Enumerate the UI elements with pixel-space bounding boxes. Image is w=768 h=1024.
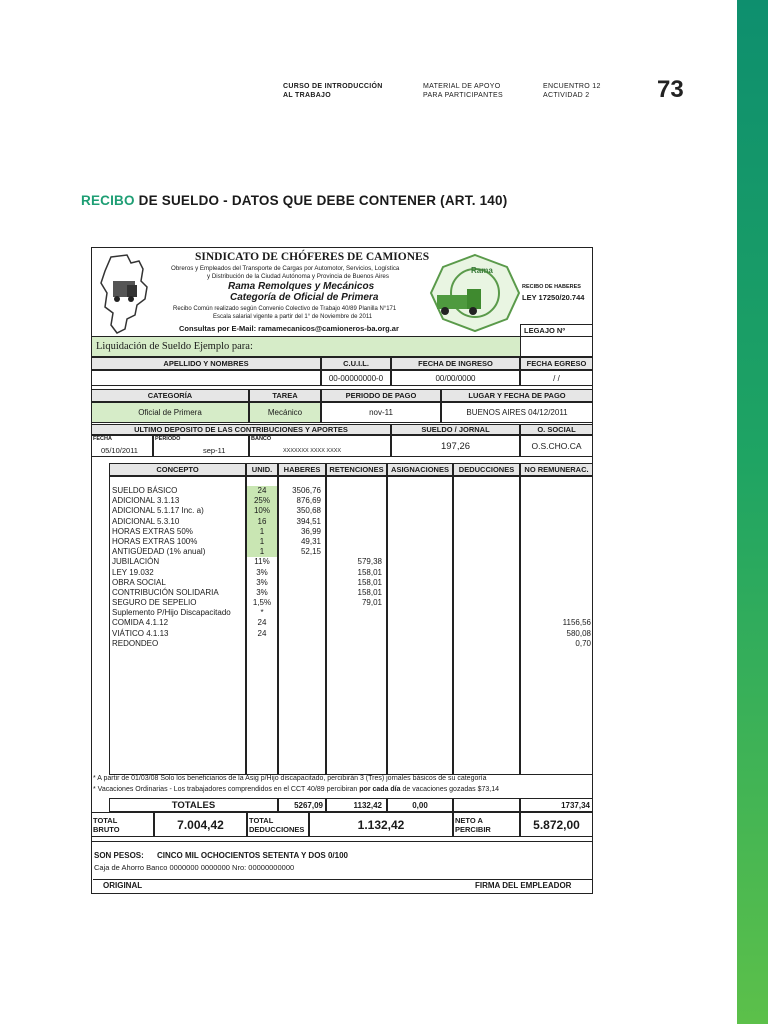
title-accent: RECIBO bbox=[81, 193, 135, 208]
signature-line bbox=[93, 879, 593, 880]
son-pesos-value: CINCO MIL OCHOCIENTOS SETENTA Y DOS 0/100 bbox=[157, 851, 349, 860]
list-item bbox=[279, 578, 321, 588]
original-label: ORIGINAL bbox=[103, 881, 143, 890]
total-bruto-value: 7.004,42 bbox=[154, 812, 247, 837]
caja-ahorro: Caja de Ahorro Banco 0000000 0000000 Nro: 00000000000 bbox=[94, 863, 295, 872]
col-deducciones: DEDUCCIONES bbox=[453, 463, 520, 476]
list-item bbox=[279, 618, 321, 628]
list-item: 394,51 bbox=[296, 516, 321, 526]
list-item: 3% bbox=[256, 587, 268, 597]
col-haberes: HABERES bbox=[278, 463, 326, 476]
list-item: SEGURO DE SEPELIO bbox=[112, 598, 197, 608]
material-label: MATERIAL DE APOYO PARA PARTICIPANTES bbox=[423, 83, 503, 99]
logo-text: Rama bbox=[471, 266, 493, 275]
list-item: 158,01 bbox=[357, 587, 382, 597]
list-item: 11% bbox=[254, 557, 270, 567]
note-vacaciones bbox=[93, 786, 499, 793]
lugar-fecha-value: BUENOS AIRES 04/12/2011 bbox=[441, 402, 593, 423]
list-item: 79,01 bbox=[361, 598, 382, 608]
list-item: 3% bbox=[256, 577, 268, 587]
col-concepto: CONCEPTO bbox=[109, 463, 246, 476]
liquidacion-title: Liquidación de Sueldo Ejemplo para: bbox=[96, 341, 253, 352]
note-vacaciones-a: * Vacaciones Ordinarias - Los trabajadores comprendidos en el CCT 40/89 percibiran bbox=[93, 786, 360, 793]
total-bruto-label: TOTAL BRUTO bbox=[93, 816, 120, 834]
periodo-pago-value: nov-11 bbox=[321, 402, 441, 423]
categoria-value: Oficial de Primera bbox=[91, 402, 249, 423]
agreement-line-1: Recibo Común realizado según Convenio Colectivo de Trabajo 40/89 Planilla N°171 bbox=[173, 306, 397, 312]
list-item: 1,5% bbox=[252, 598, 272, 608]
list-item: ADICIONAL 5.1.17 Inc. a) bbox=[112, 506, 204, 516]
sueldo-jornal-value: 197,26 bbox=[391, 435, 520, 457]
list-item bbox=[331, 506, 382, 516]
total-retenciones: 1132,42 bbox=[326, 798, 387, 812]
category-title: Categoría de Oficial de Primera bbox=[230, 292, 379, 303]
list-item: ANTIGÜEDAD (1% anual) bbox=[112, 547, 206, 557]
total-asignaciones: 0,00 bbox=[387, 798, 453, 812]
retenciones-list bbox=[331, 486, 382, 649]
note-vacaciones-c: de vacaciones gozadas $73,14 bbox=[400, 786, 499, 793]
firma-empleador-label: FIRMA DEL EMPLEADOR bbox=[475, 881, 572, 890]
total-deducciones-label: TOTAL DEDUCCIONES bbox=[249, 816, 305, 834]
list-item bbox=[531, 588, 591, 598]
header-apellido: APELLIDO Y NOMBRES bbox=[91, 357, 321, 370]
son-pesos-label: SON PESOS: bbox=[94, 851, 144, 860]
legajo-value bbox=[520, 336, 593, 357]
section-title bbox=[81, 193, 507, 208]
header-fecha-ingreso: FECHA DE INGRESO bbox=[391, 357, 520, 370]
list-item: 3% bbox=[256, 567, 268, 577]
list-item: 1 bbox=[247, 537, 277, 547]
list-item: JUBILACIÓN bbox=[112, 557, 160, 567]
col-unidad: UNID. bbox=[246, 463, 278, 476]
concept-list bbox=[112, 486, 231, 649]
total-haberes: 5267,09 bbox=[278, 798, 326, 812]
page-number: 73 bbox=[657, 76, 684, 103]
list-item: ADICIONAL 3.1.13 bbox=[112, 496, 180, 506]
list-item: HORAS EXTRAS 50% bbox=[112, 526, 193, 536]
list-item: 579,38 bbox=[357, 557, 382, 567]
list-item: 24 bbox=[247, 486, 277, 496]
title-rest: DE SUELDO - DATOS QUE DEBE CONTENER (ART. 140) bbox=[134, 193, 508, 208]
dep-periodo-value: sep-11 bbox=[203, 446, 226, 455]
list-item: REDONDEO bbox=[112, 638, 159, 648]
list-item: 1 bbox=[247, 527, 277, 537]
header-obra-social: O. SOCIAL bbox=[520, 424, 593, 435]
list-item bbox=[531, 578, 591, 588]
agreement-line-2: Escala salarial vigente a partir del 1° de Noviembre de 2011 bbox=[213, 314, 373, 320]
col-no-remunerativo: NO REMUNERAC. bbox=[520, 463, 593, 476]
truck-logo-icon bbox=[427, 253, 523, 333]
list-item bbox=[531, 486, 591, 496]
list-item: Suplemento P/Hijo Discapacitado bbox=[112, 608, 231, 618]
list-item: * bbox=[260, 608, 264, 618]
receipt-type-label: RECIBO DE HABERES bbox=[522, 284, 581, 290]
list-item: 1 bbox=[247, 547, 277, 557]
list-item: 10% bbox=[247, 506, 277, 516]
list-item bbox=[331, 629, 382, 639]
total-deducciones-value: 1.132,42 bbox=[309, 812, 453, 837]
header-cuil: C.U.I.L. bbox=[321, 357, 391, 370]
list-item bbox=[331, 496, 382, 506]
header-categoria: CATEGORÍA bbox=[91, 389, 249, 402]
province-map-icon bbox=[97, 253, 153, 335]
body-col-deducciones bbox=[453, 476, 520, 775]
header-tarea: TAREA bbox=[249, 389, 321, 402]
list-item bbox=[531, 557, 591, 567]
list-item: 52,15 bbox=[300, 547, 321, 557]
list-item: 25% bbox=[247, 496, 277, 506]
list-item bbox=[331, 537, 382, 547]
list-item: HORAS EXTRAS 100% bbox=[112, 536, 198, 546]
list-item bbox=[331, 517, 382, 527]
list-item bbox=[279, 608, 321, 618]
list-item bbox=[531, 506, 591, 516]
law-reference: LEY 17250/20.744 bbox=[522, 293, 585, 302]
legajo-label: LEGAJO Nº bbox=[520, 324, 593, 337]
obra-social-value: O.S.CHO.CA bbox=[520, 435, 593, 457]
course-label: CURSO DE INTRODUCCIÓN AL TRABAJO bbox=[283, 83, 383, 99]
list-item: 24 bbox=[257, 628, 267, 638]
fecha-ingreso-value: 00/00/0000 bbox=[391, 370, 520, 386]
list-item: CONTRIBUCIÓN SOLIDARIA bbox=[112, 587, 219, 597]
list-item bbox=[279, 557, 321, 567]
list-item bbox=[279, 568, 321, 578]
union-name: SINDICATO DE CHÓFERES DE CAMIONES bbox=[195, 251, 430, 263]
list-item: 36,99 bbox=[300, 526, 321, 536]
header-ultimo-deposito: ULTIMO DEPOSITO DE LAS CONTRIBUCIONES Y APORTES bbox=[91, 424, 391, 435]
total-no-remunerativo: 1737,34 bbox=[520, 798, 593, 812]
header-periodo-pago: PERIODO DE PAGO bbox=[321, 389, 441, 402]
list-item: 24 bbox=[257, 618, 267, 628]
list-item: 49,31 bbox=[300, 536, 321, 546]
total-deducciones-col bbox=[453, 798, 520, 812]
list-item: 350,68 bbox=[296, 506, 321, 516]
list-item bbox=[531, 517, 591, 527]
list-item: 876,69 bbox=[296, 496, 321, 506]
fecha-egreso-value: / / bbox=[520, 370, 593, 386]
list-item: 16 bbox=[247, 517, 277, 527]
list-item: LEY 19.032 bbox=[112, 567, 154, 577]
union-subtitle-1: Obreros y Empleados del Transporte de Cargas por Automotor, Servicios, Logística bbox=[171, 265, 400, 272]
units-list bbox=[247, 486, 277, 649]
dep-banco-value: XXXXXXX XXXX XXXX bbox=[283, 448, 342, 454]
list-item: 1156,56 bbox=[562, 618, 591, 628]
list-item bbox=[331, 618, 382, 628]
list-item: 158,01 bbox=[357, 567, 382, 577]
employee-name-value bbox=[91, 370, 321, 386]
body-col-asignaciones bbox=[387, 476, 453, 775]
note-discapacidad: * A partir de 01/03/08 Solo los beneficiarios de la Asig p/Hijo discapacitado, percibirán 3 (Tres) jornales básicos de su categoría bbox=[93, 775, 487, 782]
list-item bbox=[531, 568, 591, 578]
list-item: OBRA SOCIAL bbox=[112, 577, 166, 587]
list-item: 0,70 bbox=[575, 638, 591, 648]
list-item: 580,08 bbox=[566, 628, 591, 638]
tarea-value: Mecánico bbox=[249, 402, 321, 423]
col-asignaciones: ASIGNACIONES bbox=[387, 463, 453, 476]
branch-name: Rama Remolques y Mecánicos bbox=[228, 281, 375, 292]
list-item: SUELDO BÁSICO bbox=[112, 486, 178, 495]
dep-banco-label: BANCO bbox=[251, 436, 272, 442]
header-sueldo-jornal: SUELDO / JORNAL bbox=[391, 424, 520, 435]
totales-label: TOTALES bbox=[109, 798, 278, 812]
neto-value: 5.872,00 bbox=[520, 812, 593, 837]
neto-label: NETO A PERCIBIR bbox=[455, 816, 491, 834]
dep-periodo-label: PERIODO bbox=[155, 436, 181, 442]
list-item: VIÁTICO 4.1.13 bbox=[112, 628, 169, 638]
list-item bbox=[331, 547, 382, 557]
list-item bbox=[531, 547, 591, 557]
side-color-bar bbox=[737, 0, 768, 1024]
col-retenciones: RETENCIONES bbox=[326, 463, 387, 476]
header-lugar-fecha: LUGAR Y FECHA DE PAGO bbox=[441, 389, 593, 402]
list-item bbox=[279, 598, 321, 608]
list-item: 3506,76 bbox=[292, 486, 321, 495]
list-item: COMIDA 4.1.12 bbox=[112, 618, 169, 628]
list-item bbox=[331, 608, 382, 618]
list-item bbox=[531, 608, 591, 618]
list-item bbox=[531, 496, 591, 506]
list-item bbox=[279, 629, 321, 639]
list-item bbox=[331, 486, 382, 496]
list-item: ADICIONAL 5.3.10 bbox=[112, 516, 180, 526]
list-item bbox=[331, 527, 382, 537]
list-item bbox=[331, 639, 382, 649]
list-item bbox=[279, 588, 321, 598]
encounter-label: ENCUENTRO 12 ACTIVIDAD 2 bbox=[543, 83, 601, 99]
union-subtitle-2: y Distribución de la Ciudad Autónoma y Provincia de Buenos Aires bbox=[207, 273, 389, 280]
dep-fecha-label: FECHA bbox=[93, 436, 112, 442]
cuil-value: 00-00000000-0 bbox=[321, 370, 391, 386]
list-item bbox=[247, 639, 277, 649]
header-fecha-egreso: FECHA EGRESO bbox=[520, 357, 593, 370]
dep-fecha-value: 05/10/2011 bbox=[101, 446, 138, 455]
note-vacaciones-b: por cada día bbox=[359, 786, 401, 793]
no-remunerativo-list bbox=[531, 486, 591, 649]
list-item bbox=[531, 598, 591, 608]
contact-email: Consultas por E-Mail: ramamecanicos@camioneros-ba.org.ar bbox=[179, 324, 399, 333]
list-item: 158,01 bbox=[357, 577, 382, 587]
haberes-list bbox=[279, 486, 321, 649]
list-item bbox=[531, 537, 591, 547]
list-item bbox=[279, 639, 321, 649]
list-item bbox=[531, 527, 591, 537]
pay-receipt bbox=[91, 247, 593, 894]
